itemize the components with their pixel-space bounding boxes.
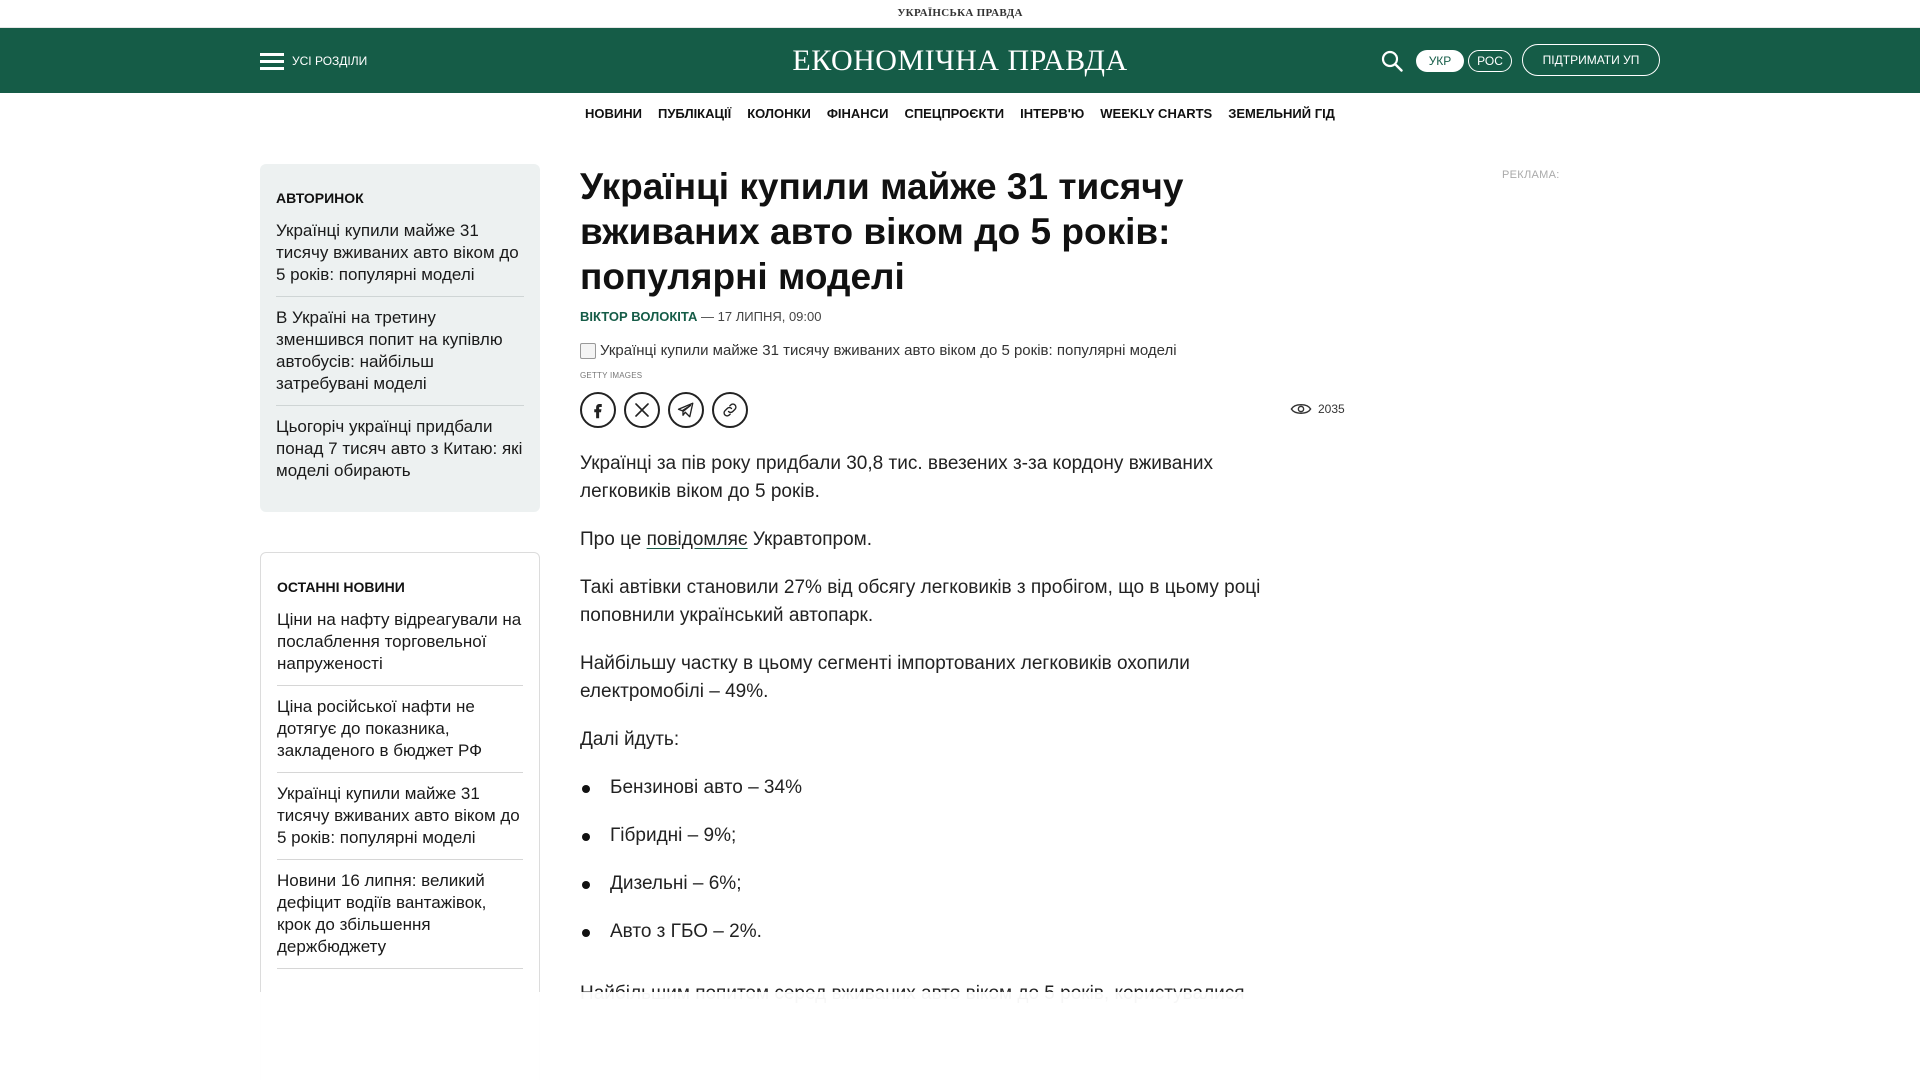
meta-separator: —	[697, 309, 718, 324]
site-header	[0, 28, 1920, 93]
broken-image-icon	[580, 343, 596, 359]
views-count: 2035	[1318, 402, 1345, 416]
latest-news-title[interactable]: ОСТАННІ НОВИНИ	[277, 579, 405, 595]
list-item: Бензинові авто – 34%	[580, 774, 1300, 802]
list-item: Гібридні – 9%;	[580, 822, 1300, 850]
author-link[interactable]: ВІКТОР ВОЛОКІТА	[580, 309, 698, 324]
nav-item-interviews[interactable]: ІНТЕРВ'Ю	[1020, 105, 1085, 121]
x-icon	[634, 402, 650, 418]
article-meta	[580, 309, 1340, 324]
nav-item-news[interactable]: НОВИНИ	[585, 105, 642, 121]
up-brand-link[interactable]: УКРАЇНСЬКА ПРАВДА	[897, 7, 1023, 19]
rubric-box	[260, 164, 540, 512]
bottom-blank-area	[0, 992, 1920, 1080]
rubric-item[interactable]: Цьогоріч українці придбали понад 7 тисяч авто з Китаю: які моделі обирають	[276, 417, 523, 480]
photo-alt-text: Українці купили майже 31 тисячу вживаних авто віком до 5 років: популярні моделі	[600, 342, 1177, 359]
source-link[interactable]: повідомляє	[646, 529, 748, 550]
latest-news-item[interactable]: Ціна російської нафти не дотягує до показника, закладеного в бюджет РФ	[277, 696, 523, 773]
ad-label: РЕКЛАМА:	[1502, 169, 1560, 181]
top-brand-bar	[0, 0, 1920, 28]
paragraph: Далі йдуть:	[580, 729, 680, 750]
article	[580, 164, 1345, 1028]
nav-item-weekly-charts[interactable]: WEEKLY CHARTS	[1100, 105, 1213, 121]
list-item: Авто з ГБО – 2%.	[580, 918, 1300, 946]
article-body	[580, 450, 1300, 1008]
nav-item-publications[interactable]: ПУБЛІКАЦІЇ	[658, 105, 732, 121]
nav-item-finance[interactable]: ФІНАНСИ	[826, 105, 889, 121]
all-sections-label: УСІ РОЗДІЛИ	[292, 54, 368, 68]
link-icon	[721, 401, 739, 419]
main-nav	[0, 93, 1920, 133]
telegram-icon	[677, 401, 695, 419]
source-suffix: Укравтопром.	[747, 529, 872, 550]
paragraph-source	[580, 526, 1300, 554]
article-photo	[580, 342, 1340, 359]
support-button[interactable]: ПІДТРИМАТИ УП	[1522, 44, 1660, 76]
facebook-share-button[interactable]	[580, 392, 616, 428]
latest-news-item[interactable]: Ціни на нафту відреагували на послаблення торговельної напруженості	[277, 609, 523, 686]
paragraph: Такі автівки становили 27% від обсягу легковиків з пробігом, що в цьому році поповнили український автопарк.	[580, 577, 1261, 626]
article-title: Українці купили майже 31 тисячу вживаних авто віком до 5 років: популярні моделі	[580, 166, 1184, 297]
latest-news-item[interactable]: Українці купили майже 31 тисячу вживаних авто віком до 5 років: популярні моделі	[277, 783, 523, 860]
photo-credit: GETTY IMAGES	[580, 371, 643, 380]
facebook-icon	[589, 401, 607, 419]
x-share-button[interactable]	[624, 392, 660, 428]
nav-item-columns[interactable]: КОЛОНКИ	[747, 105, 811, 121]
views-counter	[1290, 402, 1345, 416]
search-icon[interactable]	[1380, 49, 1404, 73]
site-logo[interactable]: ЕКОНОМІЧНА ПРАВДА	[792, 44, 1128, 77]
telegram-share-button[interactable]	[668, 392, 704, 428]
eye-icon	[1290, 402, 1312, 416]
rubric-item[interactable]: В Україні на третину зменшився попит на купівлю автобусів: найбільш затребувані моделі	[276, 307, 524, 406]
copy-link-button[interactable]	[712, 392, 748, 428]
publish-date: 17 ЛИПНЯ, 09:00	[717, 309, 822, 324]
list-item: Дизельні – 6%;	[580, 870, 1300, 898]
latest-news-item[interactable]: Новини 16 липня: великий дефіцит водіїв вантажівок, крок до збільшення держбюджету	[277, 870, 523, 969]
source-prefix: Про це	[580, 529, 647, 550]
lang-ros-button[interactable]: РОС	[1468, 50, 1512, 72]
fuel-type-list	[580, 774, 1300, 946]
lang-ukr-button[interactable]: УКР	[1416, 50, 1464, 72]
paragraph: Українці за пів року придбали 30,8 тис. ввезених з-за кордону вживаних легковиків віком до 5 років.	[580, 453, 1213, 502]
rubric-item[interactable]: Українці купили майже 31 тисячу вживаних авто віком до 5 років: популярні моделі	[276, 220, 524, 297]
nav-item-land-guide[interactable]: ЗЕМЕЛЬНИЙ ГІД	[1228, 105, 1335, 121]
nav-item-special-projects[interactable]: СПЕЦПРОЄКТИ	[904, 105, 1005, 121]
rubric-title[interactable]: АВТОРИНОК	[276, 190, 364, 206]
paragraph: Найбільшу частку в цьому сегменті імпортованих легковиків охопили електромобілі – 49%.	[580, 653, 1190, 702]
share-bar	[580, 392, 1345, 428]
